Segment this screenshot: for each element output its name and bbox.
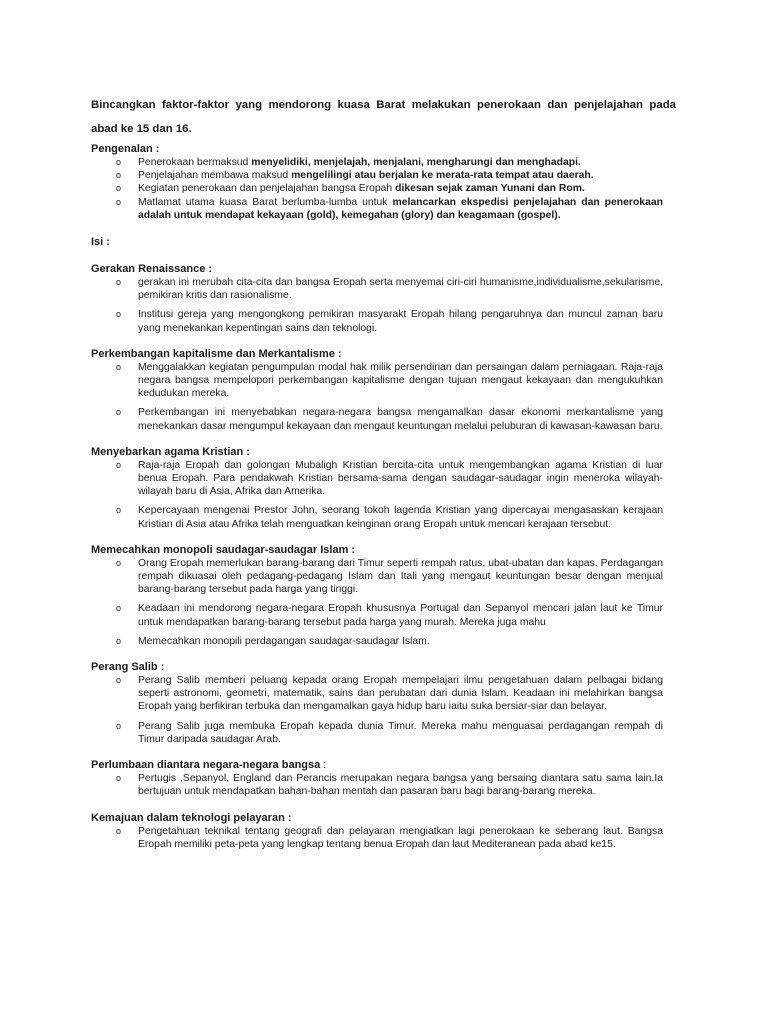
section-item: o Menggalakkan kegiatan pengumpulan modal hak milik persendirian dan persaingan dalam perniagaan. Raja-raja negara bangsa mempelopori perkembangan kapitalisme dengan tujuan mengaut kekayaan dan mengukuhkan kedudukan mereka. [116, 361, 663, 400]
bullet-marker: o [116, 277, 122, 288]
intro-heading: Pengenalan : [91, 143, 160, 155]
section-item: o Memecahkan monopili perdagangan saudagar-saudagar Islam. [116, 635, 430, 647]
bullet-marker: o [116, 196, 122, 207]
bullet-marker: o [116, 825, 122, 836]
intro-item: o Penerokaan bermaksud menyelidiki, menjelajah, menjalani, mengharungi dan menghadapi. [116, 157, 581, 168]
section-item: o gerakan ini merubah cita-cita dan bangsa Eropah serta menyemai ciri-ciri humanisme,individualisme,sekularisme, pemikiran kritis dan rasionalisme. [116, 277, 663, 302]
section-heading: Perlumbaan diantara negara-negara bangsa : [91, 759, 327, 772]
document-body [91, 143, 663, 851]
bullet-marker: o [116, 675, 122, 686]
bullet-marker: o [116, 635, 122, 646]
bullet-marker: o [116, 170, 122, 181]
section-heading: Perang Salib : [91, 661, 165, 674]
bullet-marker: o [116, 603, 122, 614]
bullet-marker: o [116, 157, 122, 167]
section-item: o Pengetahuan teknikal tentang geografi dan pelayaran mengiatkan lagi penerokaan ke seberang laut. Bangsa Eropah memiliki peta-peta yang lengkap tentang benua Eropah dan laut Mediteranean pada abad ke15. [116, 825, 663, 850]
bullet-marker: o [116, 557, 122, 568]
section-item: o Perang Salib memberi peluang kepada orang Eropah mempelajari ilmu pengetahuan dalam pelbagai bidang seperti astronomi, geometri, matematik, sains dan perubatan dari dunia Islam. Keadaan ini melahirkan bangsa Eropah yang berfikiran terbuka dan mengamalkan gaya hidup baru iaitu suka bersiar-siar dan belayar. [116, 675, 663, 713]
bullet-marker: o [116, 505, 122, 516]
bullet-marker: o [116, 361, 122, 372]
section-item: o Keadaan ini mendorong negara-negara Eropah khususnya Portugal dan Sepanyol mencari jalan laut ke Timur untuk mendapatkan barang-barang tersebut pada harga yang murah. Mereka juga mahu [116, 603, 663, 628]
bullet-marker: o [116, 183, 122, 194]
section-item: o Pertugis ,Sepanyol, England dan Perancis merupakan negara bangsa yang bersaing diantara satu sama lain.Ia bertujuan untuk mendapatkan bahan-bahan mentah dan pasaran baru bagi barang-barang mereka. [116, 773, 663, 798]
section-list [91, 772, 663, 798]
section-item: o Kepercayaan mengenai Prestor John, seorang tokoh lagenda Kristian yang dipercayai mengasaskan kerajaan Kristian di Asia atau Afrika telah menguatkan keinginan orang Eropah untuk mencari kerajaan tersebut. [116, 505, 663, 530]
bullet-marker: o [116, 309, 122, 320]
section-list [91, 361, 663, 433]
section-item: o Perang Salib juga membuka Eropah kepada dunia Timur. Mereka mahu menguasai perdagangan rempah di Timur daripada saudagar Arab. [116, 720, 663, 745]
intro-item: o Matlamat utama kuasa Barat berlumba-lumba untuk melancarkan ekspedisi penjelajahan dan penerokaan adalah untuk mendapat kekayaan (gold), kemegahan (glory) dan keagamaan (gospel). [116, 196, 663, 221]
section-heading: Menyebarkan agama Kristian : [91, 445, 250, 458]
section-list [91, 557, 663, 648]
section-item: o Perkembangan ini menyebabkan negara-negara bangsa mengamalkan dasar ekonomi merkantalisme yang menekankan dasar mengumpul kekayaan dan mengaut keuntungan melalui peluburan di kawasan-kawasan baru. [116, 407, 663, 432]
question-line-2: abad ke 15 dan 16. [91, 123, 192, 135]
section-heading: Memecahkan monopoli saudagar-saudagar Islam : [91, 543, 356, 556]
bullet-marker: o [116, 773, 122, 784]
section-list [91, 825, 663, 851]
bullet-marker: o [116, 407, 122, 418]
intro-item: o Kegiatan penerokaan dan penjelajahan bangsa Eropah dikesan sejak zaman Yunani dan Rom. [116, 183, 585, 195]
section-heading: Gerakan Renaissance : [91, 263, 213, 276]
section-item: o Raja-raja Eropah dan golongan Mubaligh Kristian bercita-cita untuk mengembangkan agama Kristian di luar benua Eropah. Para pendakwah Kristian bersama-sama dengan saudagar-saudagar ingin meneroka wilayah-wilayah baru di Asia, Afrika dan Amerika. [116, 459, 663, 498]
section-list [91, 459, 663, 531]
section-list [91, 674, 663, 746]
section-list [91, 276, 663, 335]
question-line-1: Bincangkan faktor-faktor yang mendorong kuasa Barat melakukan penerokaan dan penjelajahan pada [91, 99, 676, 111]
section-heading: Kemajuan dalam teknologi pelayaran : [91, 811, 292, 824]
section-item: o Orang Eropah memerlukan barang-barang dari Timur seperti rempah ratus, ubat-ubatan dan kapas. Perdagangan rempah dikuasai oleh pedagang-pedagang Islam dan Itali yang mengaut keuntungan besar dengan menjual barang-barang tersebut pada harga yang tinggi. [116, 557, 663, 596]
intro-item: o Penjelajahan membawa maksud mengelilingi atau berjalan ke merata-rata tempat atau daerah. [116, 170, 594, 182]
isi-label: Isi : [91, 236, 110, 249]
section-item: o Institusi gereja yang mengongkong pemikiran masyarakt Eropah hilang pengaruhnya dan muncul zaman baru yang menekankan kepentingan sains dan teknologi. [116, 309, 663, 334]
intro-list [91, 156, 663, 222]
section-heading: Perkembangan kapitalisme dan Merkantalisme : [91, 347, 342, 360]
bullet-marker: o [116, 459, 122, 470]
bullet-marker: o [116, 720, 122, 731]
